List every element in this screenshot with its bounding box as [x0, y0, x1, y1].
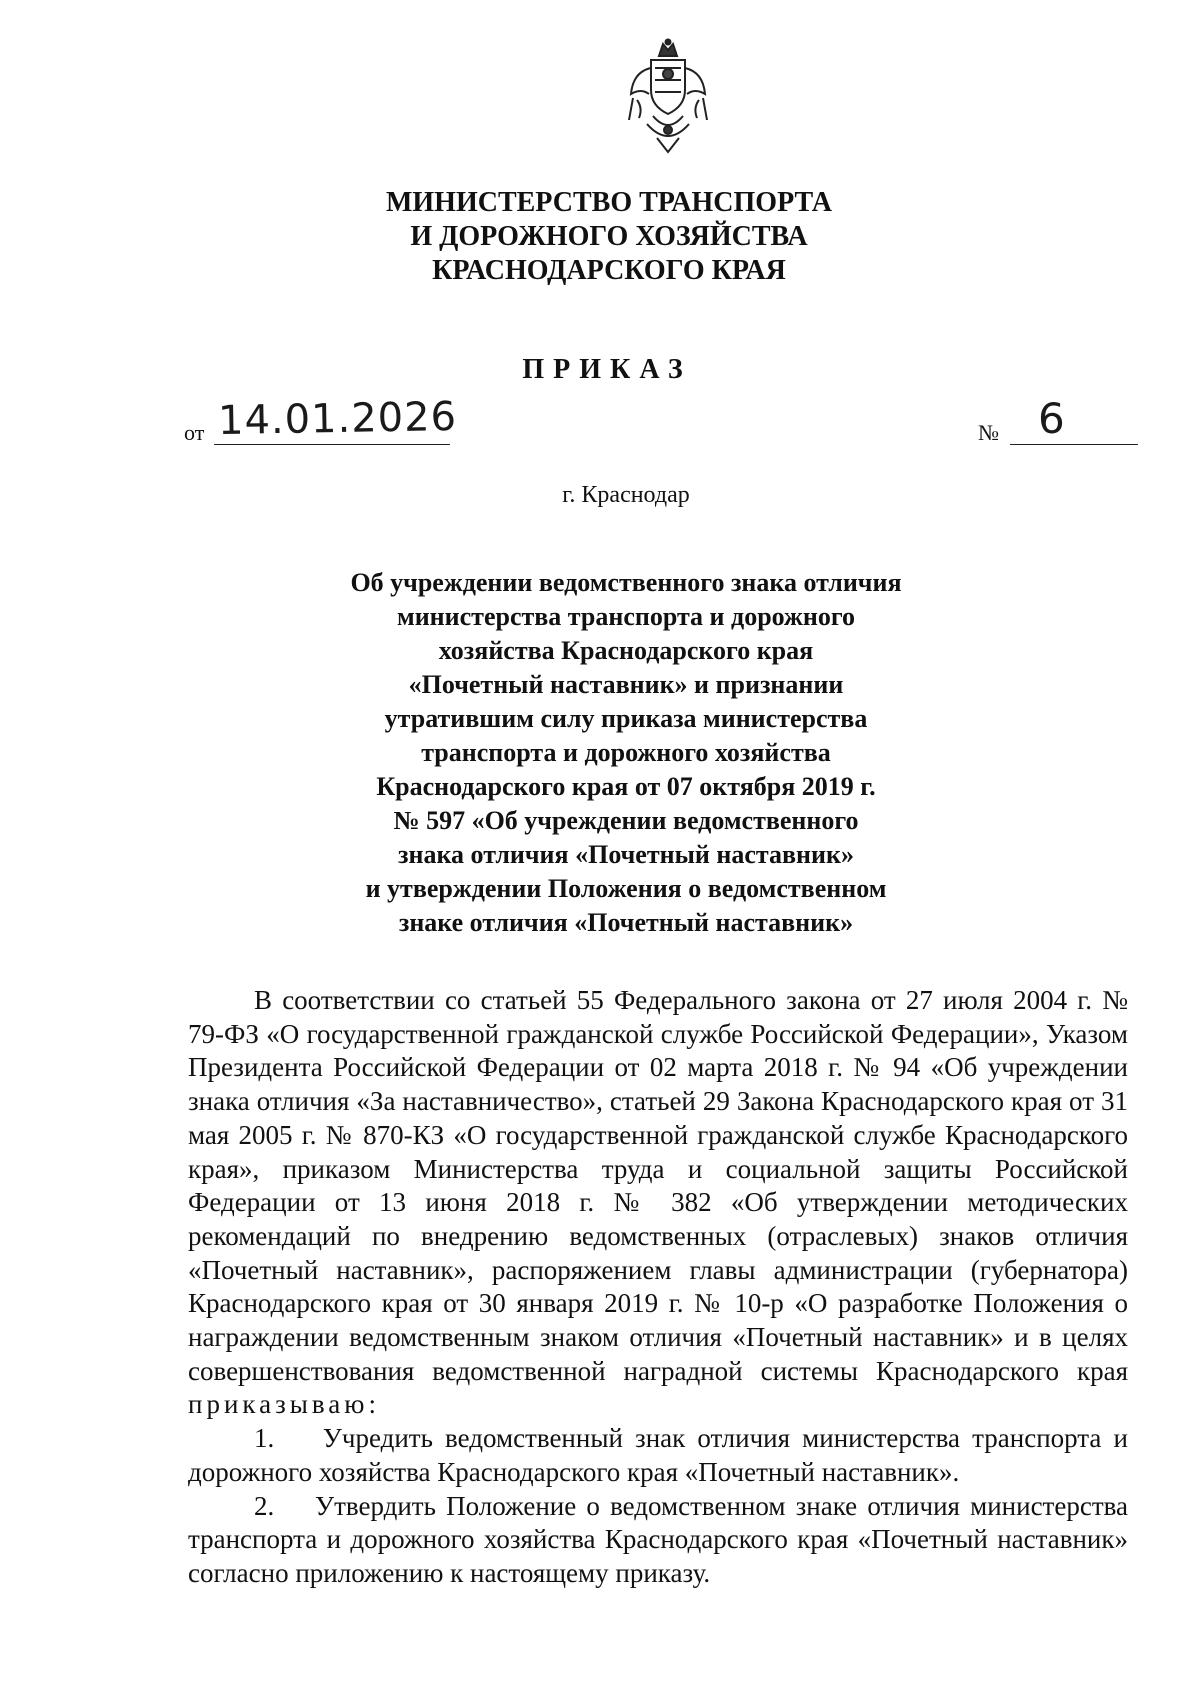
title-line: знаке отличия «Почетный наставник»	[398, 908, 854, 937]
handwritten-number: 6	[1038, 394, 1065, 443]
title-line: хозяйства Краснодарского края	[438, 636, 814, 665]
ministry-line: КРАСНОДАРСКОГО КРАЯ	[432, 255, 786, 286]
item-number: 1.	[254, 1423, 275, 1454]
coat-of-arms-icon	[623, 38, 713, 156]
preamble-paragraph	[188, 984, 1128, 1422]
number-label: №	[978, 420, 999, 445]
title-line: № 597 «Об учреждении ведомственного	[393, 806, 859, 835]
ministry-line: И ДОРОЖНОГО ХОЗЯЙСТВА	[410, 221, 808, 252]
item-number: 2.	[254, 1490, 275, 1521]
date-label: от	[184, 420, 205, 445]
date-underline	[214, 444, 450, 445]
order-item	[188, 1490, 1128, 1591]
number-underline	[1010, 444, 1138, 445]
command-word: приказываю:	[188, 1389, 380, 1420]
item-text: Утвердить Положение о ведомственном знаке отличия министерства транспорта и дорожного хозяйства Краснодарского края «Почетный наставник» согласно приложению к настоящему приказу.	[188, 1490, 1128, 1588]
title-line: и утверждении Положения о ведомственном	[365, 874, 887, 903]
order-date-number-row	[0, 392, 1200, 452]
document-title	[0, 566, 1200, 940]
ministry-line: МИНИСТЕРСТВО ТРАНСПОРТА	[385, 187, 833, 218]
order-heading: ПРИКАЗ	[522, 354, 692, 385]
title-line: знака отличия «Почетный наставник»	[398, 840, 854, 869]
title-line: Об учреждении ведомственного знака отличия	[350, 568, 902, 597]
document-body	[188, 984, 1128, 1591]
city-name: г. Краснодар	[562, 482, 690, 508]
item-text: Учредить ведомственный знак отличия министерства транспорта и дорожного хозяйства Краснодарского края «Почетный наставник».	[188, 1423, 1128, 1487]
title-line: «Почетный наставник» и признании	[408, 670, 844, 699]
handwritten-date: 14.01.2026	[217, 393, 458, 445]
ministry-name	[0, 186, 1200, 288]
title-line: транспорта и дорожного хозяйства	[421, 738, 831, 767]
title-line: министерства транспорта и дорожного	[396, 602, 855, 631]
preamble-text: В соответствии со статьей 55 Федерального закона от 27 июля 2004 г. № 79-ФЗ «О государственной гражданской службе Российской Федерации», Указом Президента Российской Федерации от 02 марта 2018 г. № 94 «Об учреждении знака отличия «За наставничество», статьей 29 Закона Краснодарского края от 31 мая 2005 г. № 870-КЗ «О государственной гражданской службе Краснодарского края», приказом Министерства труда и социальной защиты Российской Федерации от 13 июня 2018 г. № 382 «Об утверждении методических рекомендаций по внедрению ведомственных (отраслевых) знаков отличия «Почетный наставник», распоряжением главы администрации (губернатора) Краснодарского края от 30 января 2019 г. № 10-р «О разработке Положения о награждении ведомственным знаком отличия «Почетный наставник» и в целях совершенствования ведомственной наградной системы Краснодарского края	[188, 985, 1128, 1386]
title-line: Краснодарского края от 07 октября 2019 г.	[376, 772, 876, 801]
order-item	[188, 1422, 1128, 1489]
title-line: утратившим силу приказа министерства	[384, 704, 868, 733]
